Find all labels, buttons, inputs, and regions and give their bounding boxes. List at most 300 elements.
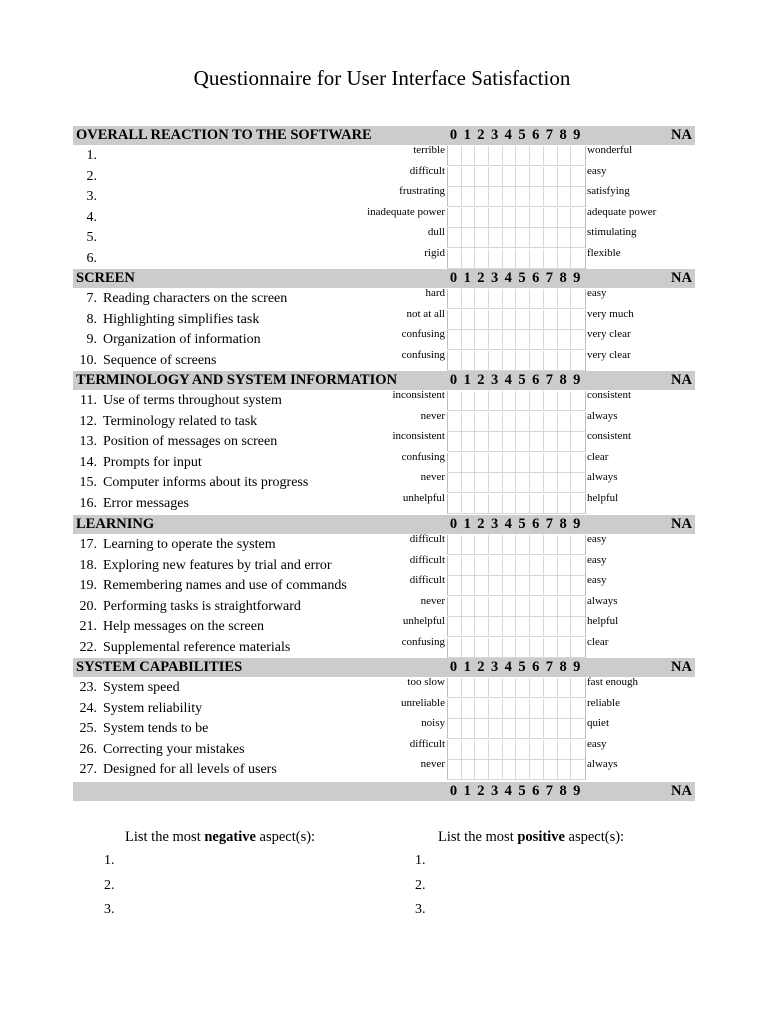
rating-cell[interactable] <box>489 576 503 596</box>
rating-cell[interactable] <box>544 473 558 493</box>
rating-cell[interactable] <box>517 351 531 371</box>
rating-cell[interactable] <box>489 208 503 228</box>
rating-cell[interactable] <box>462 228 476 248</box>
rating-cell[interactable] <box>530 576 544 596</box>
rating-cell[interactable] <box>558 473 572 493</box>
rating-cell[interactable] <box>571 453 585 473</box>
rating-cell[interactable] <box>503 494 517 514</box>
rating-cell[interactable] <box>503 576 517 596</box>
rating-cell[interactable] <box>503 228 517 248</box>
rating-cell[interactable] <box>558 208 572 228</box>
rating-cell[interactable] <box>571 494 585 514</box>
rating-cell[interactable] <box>462 535 476 555</box>
rating-cell[interactable] <box>448 638 462 658</box>
rating-cell[interactable] <box>475 473 489 493</box>
rating-cell[interactable] <box>462 719 476 739</box>
rating-cell[interactable] <box>544 760 558 780</box>
rating-cell[interactable] <box>475 699 489 719</box>
rating-cell[interactable] <box>544 412 558 432</box>
rating-cell[interactable] <box>544 453 558 473</box>
rating-cell[interactable] <box>558 556 572 576</box>
rating-cell[interactable] <box>462 617 476 637</box>
rating-cell[interactable] <box>489 760 503 780</box>
rating-cell[interactable] <box>462 351 476 371</box>
rating-cell[interactable] <box>503 412 517 432</box>
rating-cell[interactable] <box>475 597 489 617</box>
rating-cell[interactable] <box>503 289 517 309</box>
rating-cell[interactable] <box>462 249 476 269</box>
rating-cell[interactable] <box>489 391 503 411</box>
rating-cell[interactable] <box>517 699 531 719</box>
rating-cell[interactable] <box>530 535 544 555</box>
question-row <box>73 348 695 371</box>
rating-cell[interactable] <box>448 556 462 576</box>
rating-cell[interactable] <box>517 617 531 637</box>
rating-cell[interactable] <box>489 556 503 576</box>
rating-cell[interactable] <box>503 760 517 780</box>
rating-cell[interactable] <box>517 330 531 350</box>
rating-cell[interactable] <box>544 576 558 596</box>
rating-cell[interactable] <box>558 535 572 555</box>
rating-cell[interactable] <box>489 678 503 698</box>
rating-cell[interactable] <box>544 249 558 269</box>
rating-cell[interactable] <box>517 187 531 207</box>
scale-digit: 0 <box>449 127 458 143</box>
rating-cell[interactable] <box>448 432 462 452</box>
rating-cell[interactable] <box>448 146 462 166</box>
rating-cell[interactable] <box>544 167 558 187</box>
rating-cell[interactable] <box>462 391 476 411</box>
rating-cell[interactable] <box>530 228 544 248</box>
na-label: NA <box>671 783 692 799</box>
rating-cell[interactable] <box>462 453 476 473</box>
rating-cell[interactable] <box>558 330 572 350</box>
rating-cell[interactable] <box>489 719 503 739</box>
rating-cell[interactable] <box>517 494 531 514</box>
rating-cell[interactable] <box>448 678 462 698</box>
rating-cell[interactable] <box>489 699 503 719</box>
rating-cell[interactable] <box>571 249 585 269</box>
rating-cell[interactable] <box>571 146 585 166</box>
rating-cell[interactable] <box>489 146 503 166</box>
rating-cell[interactable] <box>517 453 531 473</box>
rating-cell[interactable] <box>489 473 503 493</box>
rating-cell[interactable] <box>544 310 558 330</box>
rating-cell[interactable] <box>558 249 572 269</box>
rating-cell[interactable] <box>544 678 558 698</box>
rating-cell[interactable] <box>503 249 517 269</box>
rating-cell[interactable] <box>462 494 476 514</box>
rating-cell[interactable] <box>558 576 572 596</box>
rating-cell[interactable] <box>544 208 558 228</box>
rating-cell[interactable] <box>517 432 531 452</box>
rating-cell[interactable] <box>530 412 544 432</box>
rating-cell[interactable] <box>517 719 531 739</box>
rating-cell[interactable] <box>571 473 585 493</box>
rating-cell[interactable] <box>489 310 503 330</box>
rating-cell[interactable] <box>571 310 585 330</box>
rating-cell[interactable] <box>544 494 558 514</box>
rating-cell[interactable] <box>475 167 489 187</box>
rating-cell[interactable] <box>517 740 531 760</box>
rating-cell[interactable] <box>530 494 544 514</box>
rating-cell[interactable] <box>530 740 544 760</box>
rating-scale <box>447 617 586 637</box>
rating-cell[interactable] <box>503 473 517 493</box>
rating-cell[interactable] <box>517 146 531 166</box>
rating-cell[interactable] <box>530 351 544 371</box>
rating-cell[interactable] <box>462 556 476 576</box>
rating-cell[interactable] <box>462 473 476 493</box>
rating-cell[interactable] <box>503 617 517 637</box>
scale-digit: 4 <box>504 783 512 799</box>
rating-cell[interactable] <box>448 719 462 739</box>
rating-cell[interactable] <box>530 638 544 658</box>
rating-cell[interactable] <box>462 289 476 309</box>
rating-cell[interactable] <box>571 617 585 637</box>
rating-cell[interactable] <box>517 228 531 248</box>
rating-cell[interactable] <box>530 187 544 207</box>
rating-cell[interactable] <box>517 167 531 187</box>
rating-cell[interactable] <box>517 576 531 596</box>
rating-cell[interactable] <box>544 289 558 309</box>
rating-cell[interactable] <box>517 678 531 698</box>
rating-cell[interactable] <box>462 330 476 350</box>
rating-cell[interactable] <box>558 760 572 780</box>
rating-cell[interactable] <box>571 167 585 187</box>
rating-cell[interactable] <box>571 597 585 617</box>
rating-cell[interactable] <box>571 412 585 432</box>
rating-cell[interactable] <box>475 617 489 637</box>
rating-cell[interactable] <box>544 228 558 248</box>
rating-cell[interactable] <box>558 167 572 187</box>
positive-item-3[interactable]: 3. <box>415 902 426 917</box>
rating-cell[interactable] <box>558 146 572 166</box>
positive-item-1[interactable]: 1. <box>415 853 426 868</box>
rating-cell[interactable] <box>571 432 585 452</box>
rating-cell[interactable] <box>530 617 544 637</box>
rating-cell[interactable] <box>448 330 462 350</box>
scale-digit: 9 <box>573 127 581 143</box>
rating-cell[interactable] <box>475 535 489 555</box>
rating-cell[interactable] <box>448 617 462 637</box>
question-number: 25. <box>79 721 97 736</box>
rating-cell[interactable] <box>558 187 572 207</box>
scale-digit: 3 <box>490 270 499 286</box>
rating-cell[interactable] <box>558 740 572 760</box>
rating-cell[interactable] <box>517 208 531 228</box>
rating-cell[interactable] <box>530 289 544 309</box>
rating-cell[interactable] <box>571 760 585 780</box>
rating-cell[interactable] <box>462 412 476 432</box>
rating-cell[interactable] <box>475 310 489 330</box>
rating-cell[interactable] <box>475 638 489 658</box>
rating-cell[interactable] <box>448 351 462 371</box>
rating-cell[interactable] <box>571 351 585 371</box>
rating-cell[interactable] <box>558 597 572 617</box>
rating-cell[interactable] <box>517 249 531 269</box>
rating-cell[interactable] <box>462 310 476 330</box>
rating-cell[interactable] <box>448 412 462 432</box>
rating-cell[interactable] <box>489 187 503 207</box>
rating-cell[interactable] <box>462 740 476 760</box>
rating-cell[interactable] <box>503 535 517 555</box>
rating-cell[interactable] <box>517 638 531 658</box>
rating-cell[interactable] <box>544 330 558 350</box>
rating-cell[interactable] <box>571 228 585 248</box>
rating-cell[interactable] <box>503 597 517 617</box>
rating-cell[interactable] <box>489 597 503 617</box>
rating-cell[interactable] <box>558 412 572 432</box>
rating-cell[interactable] <box>517 289 531 309</box>
rating-cell[interactable] <box>489 167 503 187</box>
rating-cell[interactable] <box>448 249 462 269</box>
rating-cell[interactable] <box>558 699 572 719</box>
rating-cell[interactable] <box>475 187 489 207</box>
rating-cell[interactable] <box>530 208 544 228</box>
rating-cell[interactable] <box>448 740 462 760</box>
rating-cell[interactable] <box>503 432 517 452</box>
rating-cell[interactable] <box>571 576 585 596</box>
rating-cell[interactable] <box>558 228 572 248</box>
rating-cell[interactable] <box>462 208 476 228</box>
rating-cell[interactable] <box>475 494 489 514</box>
rating-cell[interactable] <box>558 719 572 739</box>
rating-cell[interactable] <box>489 535 503 555</box>
rating-cell[interactable] <box>489 432 503 452</box>
rating-cell[interactable] <box>544 432 558 452</box>
rating-cell[interactable] <box>571 391 585 411</box>
rating-cell[interactable] <box>544 597 558 617</box>
rating-cell[interactable] <box>571 556 585 576</box>
rating-cell[interactable] <box>503 310 517 330</box>
rating-cell[interactable] <box>503 453 517 473</box>
rating-cell[interactable] <box>475 289 489 309</box>
rating-cell[interactable] <box>448 453 462 473</box>
rating-cell[interactable] <box>448 289 462 309</box>
rating-cell[interactable] <box>530 310 544 330</box>
rating-scale <box>447 740 586 760</box>
rating-cell[interactable] <box>544 638 558 658</box>
rating-cell[interactable] <box>558 453 572 473</box>
rating-scale <box>447 576 586 596</box>
positive-item-2[interactable]: 2. <box>415 878 426 893</box>
rating-cell[interactable] <box>489 453 503 473</box>
rating-cell[interactable] <box>462 597 476 617</box>
question-row <box>73 719 695 739</box>
rating-cell[interactable] <box>530 760 544 780</box>
negative-item-3[interactable]: 3. <box>104 902 115 917</box>
rating-cell[interactable] <box>571 719 585 739</box>
rating-cell[interactable] <box>558 617 572 637</box>
rating-cell[interactable] <box>558 494 572 514</box>
rating-cell[interactable] <box>475 453 489 473</box>
rating-cell[interactable] <box>503 187 517 207</box>
rating-cell[interactable] <box>448 535 462 555</box>
rating-cell[interactable] <box>448 576 462 596</box>
rating-cell[interactable] <box>530 167 544 187</box>
rating-cell[interactable] <box>462 699 476 719</box>
rating-cell[interactable] <box>475 760 489 780</box>
rating-cell[interactable] <box>517 391 531 411</box>
rating-cell[interactable] <box>571 678 585 698</box>
high-anchor: clear <box>587 450 609 463</box>
rating-cell[interactable] <box>558 351 572 371</box>
rating-cell[interactable] <box>448 167 462 187</box>
rating-cell[interactable] <box>448 228 462 248</box>
rating-cell[interactable] <box>503 208 517 228</box>
rating-cell[interactable] <box>489 740 503 760</box>
rating-cell[interactable] <box>462 576 476 596</box>
positive-prefix: List the most <box>438 829 518 845</box>
rating-cell[interactable] <box>503 351 517 371</box>
question-number: 17. <box>79 537 97 552</box>
rating-cell[interactable] <box>530 432 544 452</box>
rating-cell[interactable] <box>448 473 462 493</box>
rating-cell[interactable] <box>462 167 476 187</box>
rating-cell[interactable] <box>448 494 462 514</box>
rating-cell[interactable] <box>544 391 558 411</box>
rating-cell[interactable] <box>489 638 503 658</box>
rating-cell[interactable] <box>544 187 558 207</box>
rating-cell[interactable] <box>544 617 558 637</box>
rating-cell[interactable] <box>558 289 572 309</box>
scale-digit: 3 <box>490 783 499 799</box>
rating-cell[interactable] <box>462 432 476 452</box>
rating-cell[interactable] <box>489 617 503 637</box>
rating-cell[interactable] <box>489 494 503 514</box>
rating-cell[interactable] <box>544 699 558 719</box>
rating-cell[interactable] <box>475 228 489 248</box>
rating-cell[interactable] <box>448 208 462 228</box>
rating-cell[interactable] <box>530 391 544 411</box>
rating-cell[interactable] <box>571 535 585 555</box>
negative-item-2[interactable]: 2. <box>104 878 115 893</box>
rating-cell[interactable] <box>517 760 531 780</box>
rating-cell[interactable] <box>475 146 489 166</box>
rating-cell[interactable] <box>475 330 489 350</box>
question-text: Supplemental reference materials <box>103 639 291 655</box>
rating-cell[interactable] <box>530 556 544 576</box>
rating-cell[interactable] <box>489 289 503 309</box>
rating-cell[interactable] <box>475 678 489 698</box>
rating-cell[interactable] <box>544 146 558 166</box>
rating-cell[interactable] <box>503 391 517 411</box>
rating-cell[interactable] <box>517 597 531 617</box>
rating-cell[interactable] <box>558 678 572 698</box>
low-anchor: frustrating <box>399 185 445 197</box>
rating-cell[interactable] <box>571 330 585 350</box>
rating-cell[interactable] <box>475 412 489 432</box>
rating-cell[interactable] <box>475 208 489 228</box>
rating-cell[interactable] <box>558 391 572 411</box>
rating-cell[interactable] <box>517 310 531 330</box>
rating-cell[interactable] <box>462 187 476 207</box>
rating-cell[interactable] <box>503 678 517 698</box>
rating-cell[interactable] <box>530 330 544 350</box>
rating-cell[interactable] <box>544 719 558 739</box>
rating-cell[interactable] <box>462 760 476 780</box>
rating-cell[interactable] <box>489 228 503 248</box>
rating-cell[interactable] <box>517 556 531 576</box>
rating-cell[interactable] <box>530 473 544 493</box>
rating-cell[interactable] <box>503 556 517 576</box>
rating-cell[interactable] <box>530 678 544 698</box>
rating-cell[interactable] <box>475 556 489 576</box>
rating-cell[interactable] <box>489 330 503 350</box>
negative-item-1[interactable]: 1. <box>104 853 115 868</box>
rating-cell[interactable] <box>571 289 585 309</box>
rating-cell[interactable] <box>517 473 531 493</box>
rating-cell[interactable] <box>517 535 531 555</box>
rating-cell[interactable] <box>448 187 462 207</box>
rating-cell[interactable] <box>448 760 462 780</box>
rating-cell[interactable] <box>571 208 585 228</box>
rating-scale <box>447 473 586 493</box>
rating-cell[interactable] <box>571 187 585 207</box>
rating-cell[interactable] <box>503 167 517 187</box>
rating-cell[interactable] <box>475 391 489 411</box>
rating-cell[interactable] <box>503 146 517 166</box>
rating-cell[interactable] <box>475 740 489 760</box>
rating-cell[interactable] <box>462 638 476 658</box>
rating-cell[interactable] <box>544 351 558 371</box>
rating-cell[interactable] <box>558 638 572 658</box>
rating-cell[interactable] <box>530 719 544 739</box>
rating-cell[interactable] <box>448 597 462 617</box>
scale-digit: 1 <box>463 516 471 532</box>
scale-digit: 0 <box>449 372 458 388</box>
rating-cell[interactable] <box>475 719 489 739</box>
rating-cell[interactable] <box>503 330 517 350</box>
rating-cell[interactable] <box>503 719 517 739</box>
rating-cell[interactable] <box>503 638 517 658</box>
rating-cell[interactable] <box>503 699 517 719</box>
rating-cell[interactable] <box>517 412 531 432</box>
rating-cell[interactable] <box>571 638 585 658</box>
rating-cell[interactable] <box>448 699 462 719</box>
rating-cell[interactable] <box>489 249 503 269</box>
rating-cell[interactable] <box>558 310 572 330</box>
rating-cell[interactable] <box>530 453 544 473</box>
rating-cell[interactable] <box>571 740 585 760</box>
rating-cell[interactable] <box>530 597 544 617</box>
rating-cell[interactable] <box>503 740 517 760</box>
question-number: 1. <box>86 148 97 163</box>
question-text: Exploring new features by trial and error <box>103 557 332 573</box>
rating-cell[interactable] <box>558 432 572 452</box>
rating-scale <box>447 494 586 514</box>
rating-cell[interactable] <box>530 146 544 166</box>
rating-cell[interactable] <box>544 535 558 555</box>
scale-digit: 8 <box>559 783 567 799</box>
rating-cell[interactable] <box>462 678 476 698</box>
rating-cell[interactable] <box>475 249 489 269</box>
rating-cell[interactable] <box>544 556 558 576</box>
rating-cell[interactable] <box>475 576 489 596</box>
rating-cell[interactable] <box>475 432 489 452</box>
rating-cell[interactable] <box>530 699 544 719</box>
rating-cell[interactable] <box>489 351 503 371</box>
rating-cell[interactable] <box>462 146 476 166</box>
rating-cell[interactable] <box>544 740 558 760</box>
rating-cell[interactable] <box>448 310 462 330</box>
rating-cell[interactable] <box>489 412 503 432</box>
rating-cell[interactable] <box>571 699 585 719</box>
rating-cell[interactable] <box>448 391 462 411</box>
rating-cell[interactable] <box>530 249 544 269</box>
rating-cell[interactable] <box>475 351 489 371</box>
